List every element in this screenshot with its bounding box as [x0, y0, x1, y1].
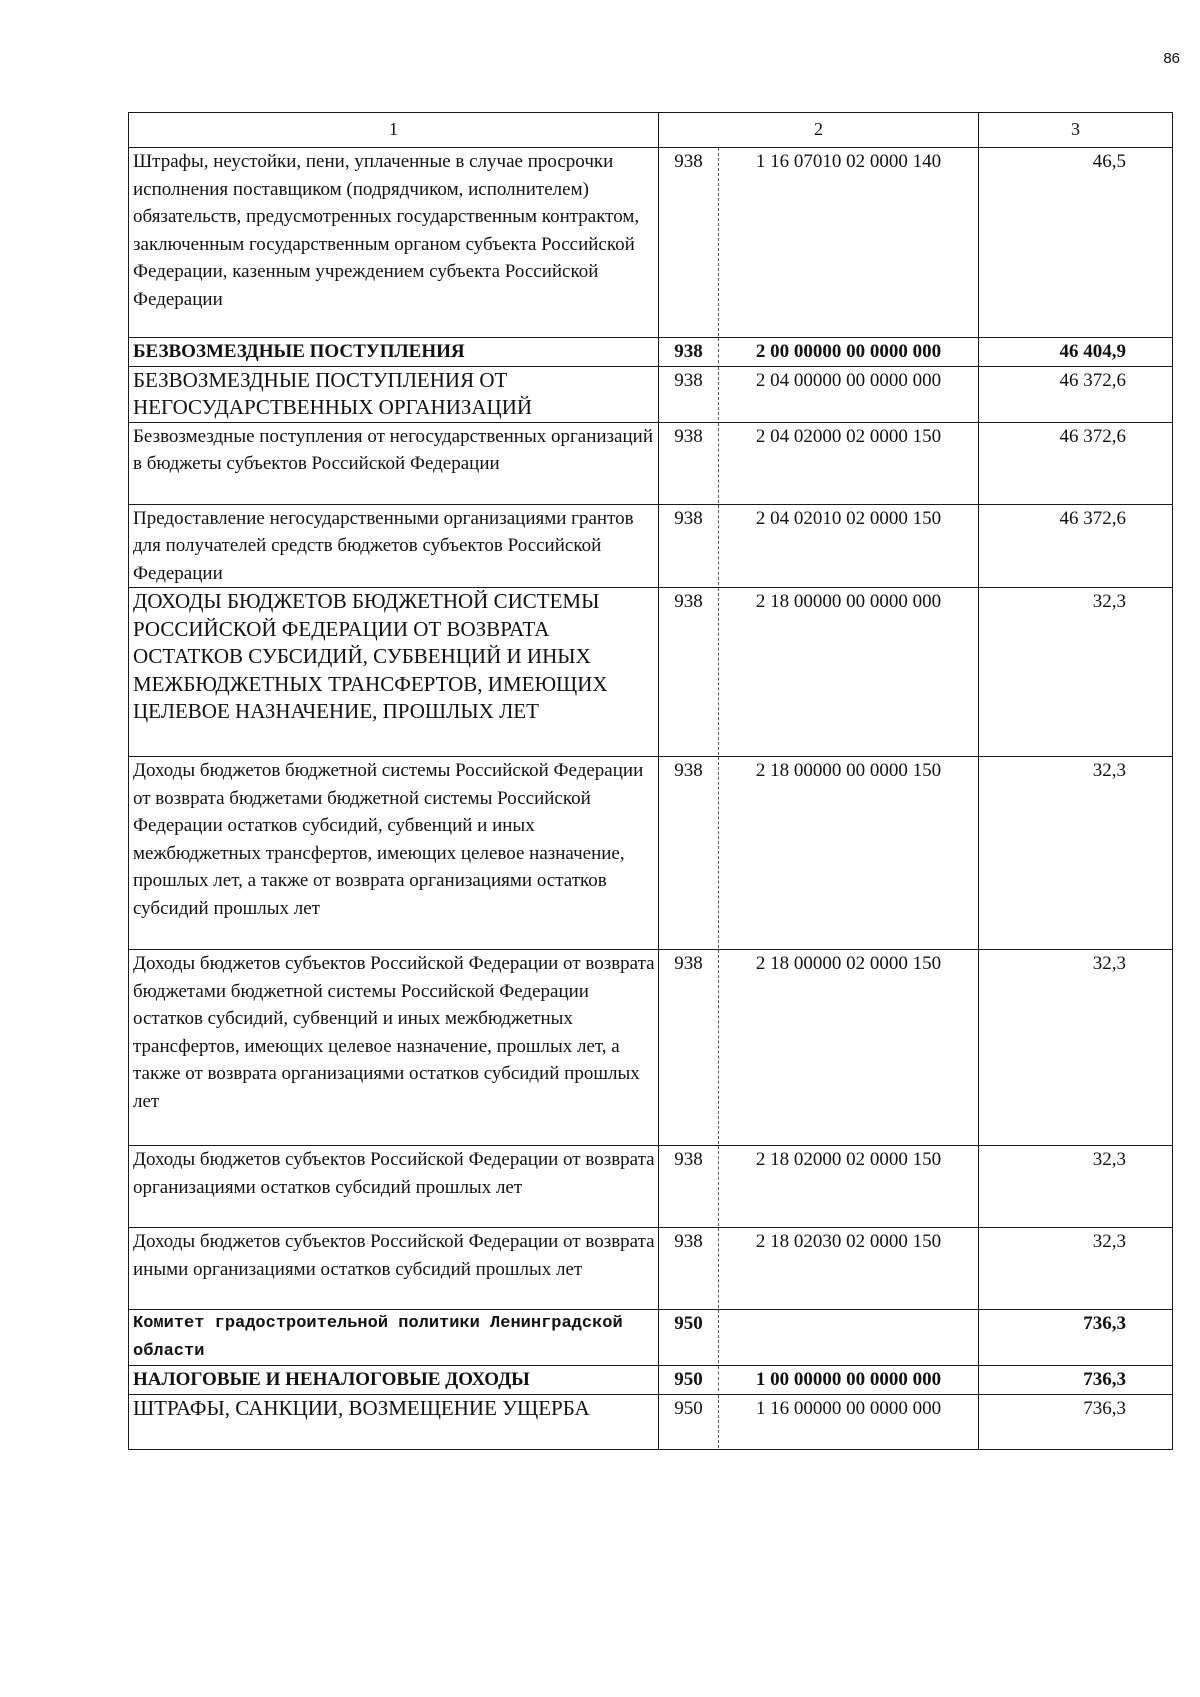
classification-code: 1 00 00000 00 0000 000: [755, 1369, 942, 1390]
row-code-cell: [659, 338, 979, 367]
row-amount-cell: 32,3: [979, 588, 1173, 757]
table-row: [129, 588, 1173, 757]
classification-code: 2 04 00000 00 0000 000: [755, 369, 942, 391]
classification-code: 2 04 02000 02 0000 150: [755, 425, 942, 447]
row-amount-cell: 736,3: [979, 1310, 1173, 1366]
budget-revenue-table: [128, 112, 1173, 1450]
table-row: [129, 1310, 1173, 1366]
admin-code: 938: [659, 423, 719, 503]
classification-code: 1 16 07010 02 0000 140: [755, 151, 942, 172]
admin-code: 938: [659, 505, 719, 585]
row-code-cell: [659, 588, 979, 757]
header-col-2: 2: [659, 113, 979, 148]
code-wrap: [659, 505, 978, 585]
code-wrap: [659, 1366, 978, 1391]
admin-code: 950: [659, 1366, 719, 1391]
classification-code: 2 18 00000 00 0000 000: [755, 591, 942, 612]
row-name-cell: ДОХОДЫ БЮДЖЕТОВ БЮДЖЕТНОЙ СИСТЕМЫ РОССИЙСКОЙ ФЕДЕРАЦИИ ОТ ВОЗВРАТА ОСТАТКОВ СУБСИДИЙ, СУБВЕНЦИЙ И ИНЫХ МЕЖБЮДЖЕТНЫХ ТРАНСФЕРТОВ, ИМЕЮЩИХ ЦЕЛЕВОЕ НАЗНАЧЕНИЕ, ПРОШЛЫХ ЛЕТ: [129, 588, 659, 757]
admin-code: 938: [659, 1146, 719, 1226]
row-amount-cell: 32,3: [979, 1228, 1173, 1310]
row-amount-cell: 46 372,6: [979, 366, 1173, 422]
classification-code: 2 18 02030 02 0000 150: [755, 1231, 942, 1252]
table-row: [129, 422, 1173, 504]
code-wrap: [659, 367, 978, 420]
row-name-cell: Доходы бюджетов субъектов Российской Федерации от возврата иными организациями остатков субсидий прошлых лет: [129, 1228, 659, 1310]
row-amount-cell: 32,3: [979, 757, 1173, 950]
table-row: [129, 1366, 1173, 1395]
page-number: 86: [1163, 50, 1180, 67]
row-code-cell: [659, 1228, 979, 1310]
admin-code: 938: [659, 1228, 719, 1308]
code-wrap: [659, 1395, 978, 1448]
classification-code: 2 04 02010 02 0000 150: [755, 507, 942, 529]
code-wrap: [659, 757, 978, 948]
row-name-cell: Доходы бюджетов бюджетной системы Российской Федерации от возврата бюджетами бюджетной системы Российской Федерации остатков субсидий, субвенций и иных межбюджетных трансфертов, имеющих целевое назначение, прошлых лет, а также от возврата организациями остатков субсидий прошлых лет: [129, 757, 659, 950]
admin-code: 938: [659, 338, 719, 363]
row-code-cell: [659, 1394, 979, 1449]
table-row: [129, 757, 1173, 950]
row-name-cell: Безвозмездные поступления от негосударственных организаций в бюджеты субъектов Российской Федерации: [129, 422, 659, 504]
classification-code: 2 00 00000 00 0000 000: [755, 341, 942, 362]
classification-code: 2 18 02000 02 0000 150: [755, 1149, 942, 1170]
table-row: [129, 504, 1173, 588]
table-body: [129, 113, 1173, 1450]
row-code-cell: [659, 1310, 979, 1366]
row-amount-cell: 736,3: [979, 1394, 1173, 1449]
row-name-cell: Предоставление негосударственными организациями грантов для получателей средств бюджетов субъектов Российской Федерации: [129, 504, 659, 588]
code-wrap: [659, 338, 978, 363]
row-name-cell: Комитет градостроительной политики Ленинградской области: [129, 1310, 659, 1366]
admin-code: 938: [659, 148, 719, 336]
row-code-cell: [659, 757, 979, 950]
row-code-cell: [659, 422, 979, 504]
table-row: [129, 338, 1173, 367]
row-name-cell: БЕЗВОЗМЕЗДНЫЕ ПОСТУПЛЕНИЯ ОТ НЕГОСУДАРСТВЕННЫХ ОРГАНИЗАЦИЙ: [129, 366, 659, 422]
classification-code: 2 18 00000 02 0000 150: [755, 953, 942, 974]
table-row: [129, 148, 1173, 338]
admin-code: 938: [659, 588, 719, 755]
admin-code: 938: [659, 367, 719, 420]
row-code-cell: [659, 366, 979, 422]
code-wrap: [659, 1310, 978, 1363]
code-wrap: [659, 423, 978, 503]
row-amount-cell: 32,3: [979, 950, 1173, 1146]
row-code-cell: [659, 1366, 979, 1395]
table-row: [129, 1228, 1173, 1310]
row-name-cell: БЕЗВОЗМЕЗДНЫЕ ПОСТУПЛЕНИЯ: [129, 338, 659, 367]
row-code-cell: [659, 1146, 979, 1228]
row-amount-cell: 32,3: [979, 1146, 1173, 1228]
row-amount-cell: 736,3: [979, 1366, 1173, 1395]
table-row: [129, 1394, 1173, 1449]
header-col-3: 3: [979, 113, 1173, 148]
code-wrap: [659, 1146, 978, 1226]
table-row: [129, 1146, 1173, 1228]
admin-code: 950: [659, 1395, 719, 1448]
row-code-cell: [659, 148, 979, 338]
table-row: [129, 366, 1173, 422]
code-wrap: [659, 950, 978, 1144]
classification-code: [719, 1310, 978, 1363]
row-amount-cell: 46 372,6: [979, 504, 1173, 588]
row-name-cell: ШТРАФЫ, САНКЦИИ, ВОЗМЕЩЕНИЕ УЩЕРБА: [129, 1394, 659, 1449]
code-wrap: [659, 588, 978, 755]
admin-code: 938: [659, 757, 719, 948]
row-name-cell: Доходы бюджетов субъектов Российской Федерации от возврата организациями остатков субсидий прошлых лет: [129, 1146, 659, 1228]
classification-code: 2 18 00000 00 0000 150: [755, 760, 942, 781]
classification-code: 1 16 00000 00 0000 000: [755, 1397, 942, 1419]
row-amount-cell: 46 404,9: [979, 338, 1173, 367]
code-wrap: [659, 148, 978, 336]
table-row: [129, 950, 1173, 1146]
row-name-cell: Штрафы, неустойки, пени, уплаченные в случае просрочки исполнения поставщиком (подрядчиком, исполнителем) обязательств, предусмотренных государственным контрактом, заключенным государственным органом субъекта Российской Федерации, казенным учреждением субъекта Российской Федерации: [129, 148, 659, 338]
admin-code: 938: [659, 950, 719, 1144]
row-amount-cell: 46 372,6: [979, 422, 1173, 504]
row-name-cell: НАЛОГОВЫЕ И НЕНАЛОГОВЫЕ ДОХОДЫ: [129, 1366, 659, 1395]
admin-code: 950: [659, 1310, 719, 1363]
row-code-cell: [659, 504, 979, 588]
code-wrap: [659, 1228, 978, 1308]
header-col-1: 1: [129, 113, 659, 148]
row-name-cell: Доходы бюджетов субъектов Российской Федерации от возврата бюджетами бюджетной системы Российской Федерации остатков субсидий, субвенций и иных межбюджетных трансфертов, имеющих целевое назначение, прошлых лет, а также от возврата организациями остатков субсидий прошлых лет: [129, 950, 659, 1146]
row-amount-cell: 46,5: [979, 148, 1173, 338]
table-header-row: [129, 113, 1173, 148]
row-code-cell: [659, 950, 979, 1146]
